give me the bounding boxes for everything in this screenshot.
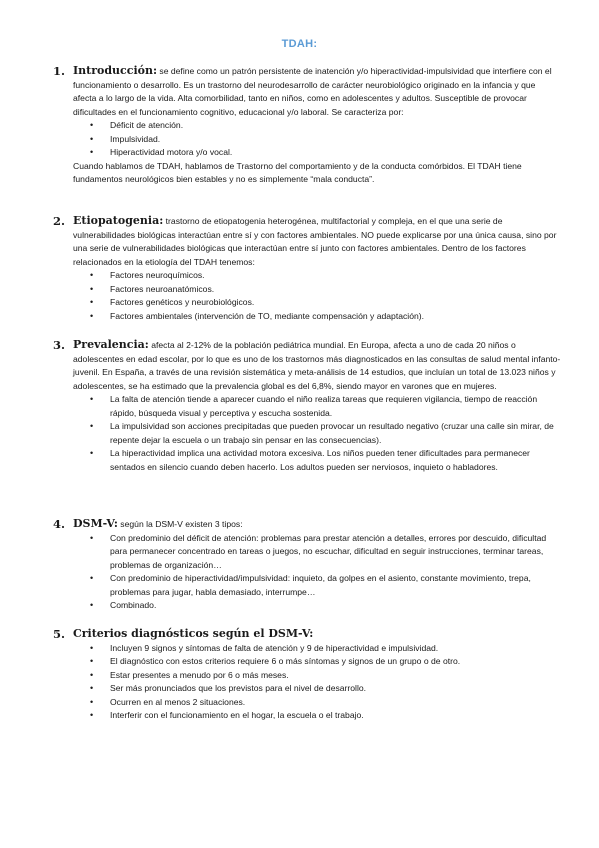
list-item: • Con predominio de hiperactividad/impulsividad: inquieto, da golpes en el asiento, constante movimiento, trepa, problemas para jugar, habla demasiado, interrumpe… — [73, 572, 561, 599]
list-item: • Hiperactividad motora y/o vocal. — [73, 146, 561, 160]
bullet-list — [73, 269, 561, 323]
document-title: TDAH: — [281, 38, 318, 50]
section-body — [73, 627, 561, 723]
list-item: • Con predominio del déficit de atención: problemas para prestar atención a detalles, errores por descuido, dificultad para permanecer concentrado en tareas o juegos, no escuchar, dificultad en seguir instrucciones, terminar tareas, problemas de organización… — [73, 532, 561, 573]
list-item: • El diagnóstico con estos criterios requiere 6 o más síntomas y signos de un grupo o de otro. — [73, 655, 561, 669]
section-body — [73, 338, 561, 474]
section-paragraph — [73, 627, 561, 642]
section-body — [73, 517, 561, 613]
list-item: • La hiperactividad implica una actividad motora excesiva. Los niños pueden tener dificultades para permanecer sentados en silencio cuando deben hacerlo. Los adultos pueden ser nerviosos, inquieto o habladores. — [73, 447, 561, 474]
list-item: • Factores genéticos y neurobiológicos. — [73, 296, 561, 310]
section-text: afecta al 2-12% de la población pediátrica mundial. En Europa, afecta a uno de cada 20 niños o adolescentes en edad escolar, por lo que es uno de los trastornos más diagnosticados en las consultas de salud mental infanto-juvenil. En España, a través de una revisión sistemática y meta-análisis de 14 estudios, que incluían un total de 13.023 niños y adolescentes, se ha estimado que la prevalencia global es del 6,8%, siendo mayor en varones que en mujeres. — [73, 340, 561, 391]
section-number: 2. — [53, 214, 66, 228]
section-number: 4. — [53, 517, 66, 531]
section-body — [73, 214, 561, 323]
list-item: • Impulsividad. — [73, 133, 561, 147]
section-paragraph — [73, 517, 561, 532]
list-item: • Factores neuroanatómicos. — [73, 283, 561, 297]
bullet-list — [73, 642, 561, 723]
list-item: • La impulsividad son acciones precipitadas que pueden provocar un resultado negativo (cruzar una calle sin mirar, de repente dejar la escuela o un trabajo sin pensar en las consecuencias). — [73, 420, 561, 447]
section-number: 1. — [53, 64, 66, 78]
list-item: • Interferir con el funcionamiento en el hogar, la escuela o el trabajo. — [73, 709, 561, 723]
list-item: • Factores ambientales (intervención de TO, mediante compensación y adaptación). — [73, 310, 561, 324]
section-text: se define como un patrón persistente de inatención y/o hiperactividad-impulsividad que interfiere con el funcionamiento o desarrollo. Es un trastorno del neurodesarrollo de carácter neurobiológico originado en la infancia y que afecta a lo largo de la vida. Alta comorbilidad, tanto en niños, como en adolescentes y adultos. Susceptible de provocar dificultades en el funcionamiento cognitivo, educacional y/o laboral. Se caracteriza por: — [73, 66, 552, 117]
bullet-list — [73, 119, 561, 160]
section-number: 5. — [53, 627, 66, 641]
list-item: • Combinado. — [73, 599, 561, 613]
section-heading: Prevalencia: — [73, 338, 149, 351]
list-item: • La falta de atención tiende a aparecer cuando el niño realiza tareas que requieren vigilancia, tiempo de reacción rápido, búsqueda visual y perceptiva y escucha sostenida. — [73, 393, 561, 420]
section-heading: Introducción: — [73, 64, 158, 77]
section-heading: Criterios diagnósticos según el DSM-V: — [73, 627, 314, 640]
bullet-list — [73, 393, 561, 474]
section-paragraph — [73, 214, 561, 269]
list-item: • Estar presentes a menudo por 6 o más meses. — [73, 669, 561, 683]
section-closing-text: Cuando hablamos de TDAH, hablamos de Trastorno del comportamiento y de la conducta comórbidos. El TDAH tiene fundamentos neurológicos bien estables y no es simplemente “mala conducta”. — [73, 160, 522, 184]
section-heading: DSM-V: — [73, 517, 118, 530]
list-item: • Incluyen 9 signos y síntomas de falta de atención y 9 de hiperactividad e impulsividad. — [73, 642, 561, 656]
section-paragraph — [73, 338, 561, 393]
list-item: • Ocurren en al menos 2 situaciones. — [73, 696, 561, 710]
section-heading: Etiopatogenia: — [73, 214, 164, 227]
bullet-list — [73, 532, 561, 613]
list-item: • Ser más pronunciados que los previstos para el nivel de desarrollo. — [73, 682, 561, 696]
list-item: • Factores neuroquímicos. — [73, 269, 561, 283]
section-number: 3. — [53, 338, 66, 352]
section-text: trastorno de etiopatogenia heterogénea, multifactorial y compleja, en el que una serie de vulnerabilidades biológicas interactúan entre sí y con factores ambientales. NO puede explicarse por una única causa, sino por una serie de vulnerabilidades biológicas que interactúan entre sí junto con factores ambientales. Dentro de los factores relacionados en la etiología del TDAH tenemos: — [73, 216, 557, 267]
section-paragraph — [73, 64, 561, 119]
list-item: • Déficit de atención. — [73, 119, 561, 133]
section-text: según la DSM-V existen 3 tipos: — [117, 519, 243, 529]
section-body — [73, 64, 561, 187]
